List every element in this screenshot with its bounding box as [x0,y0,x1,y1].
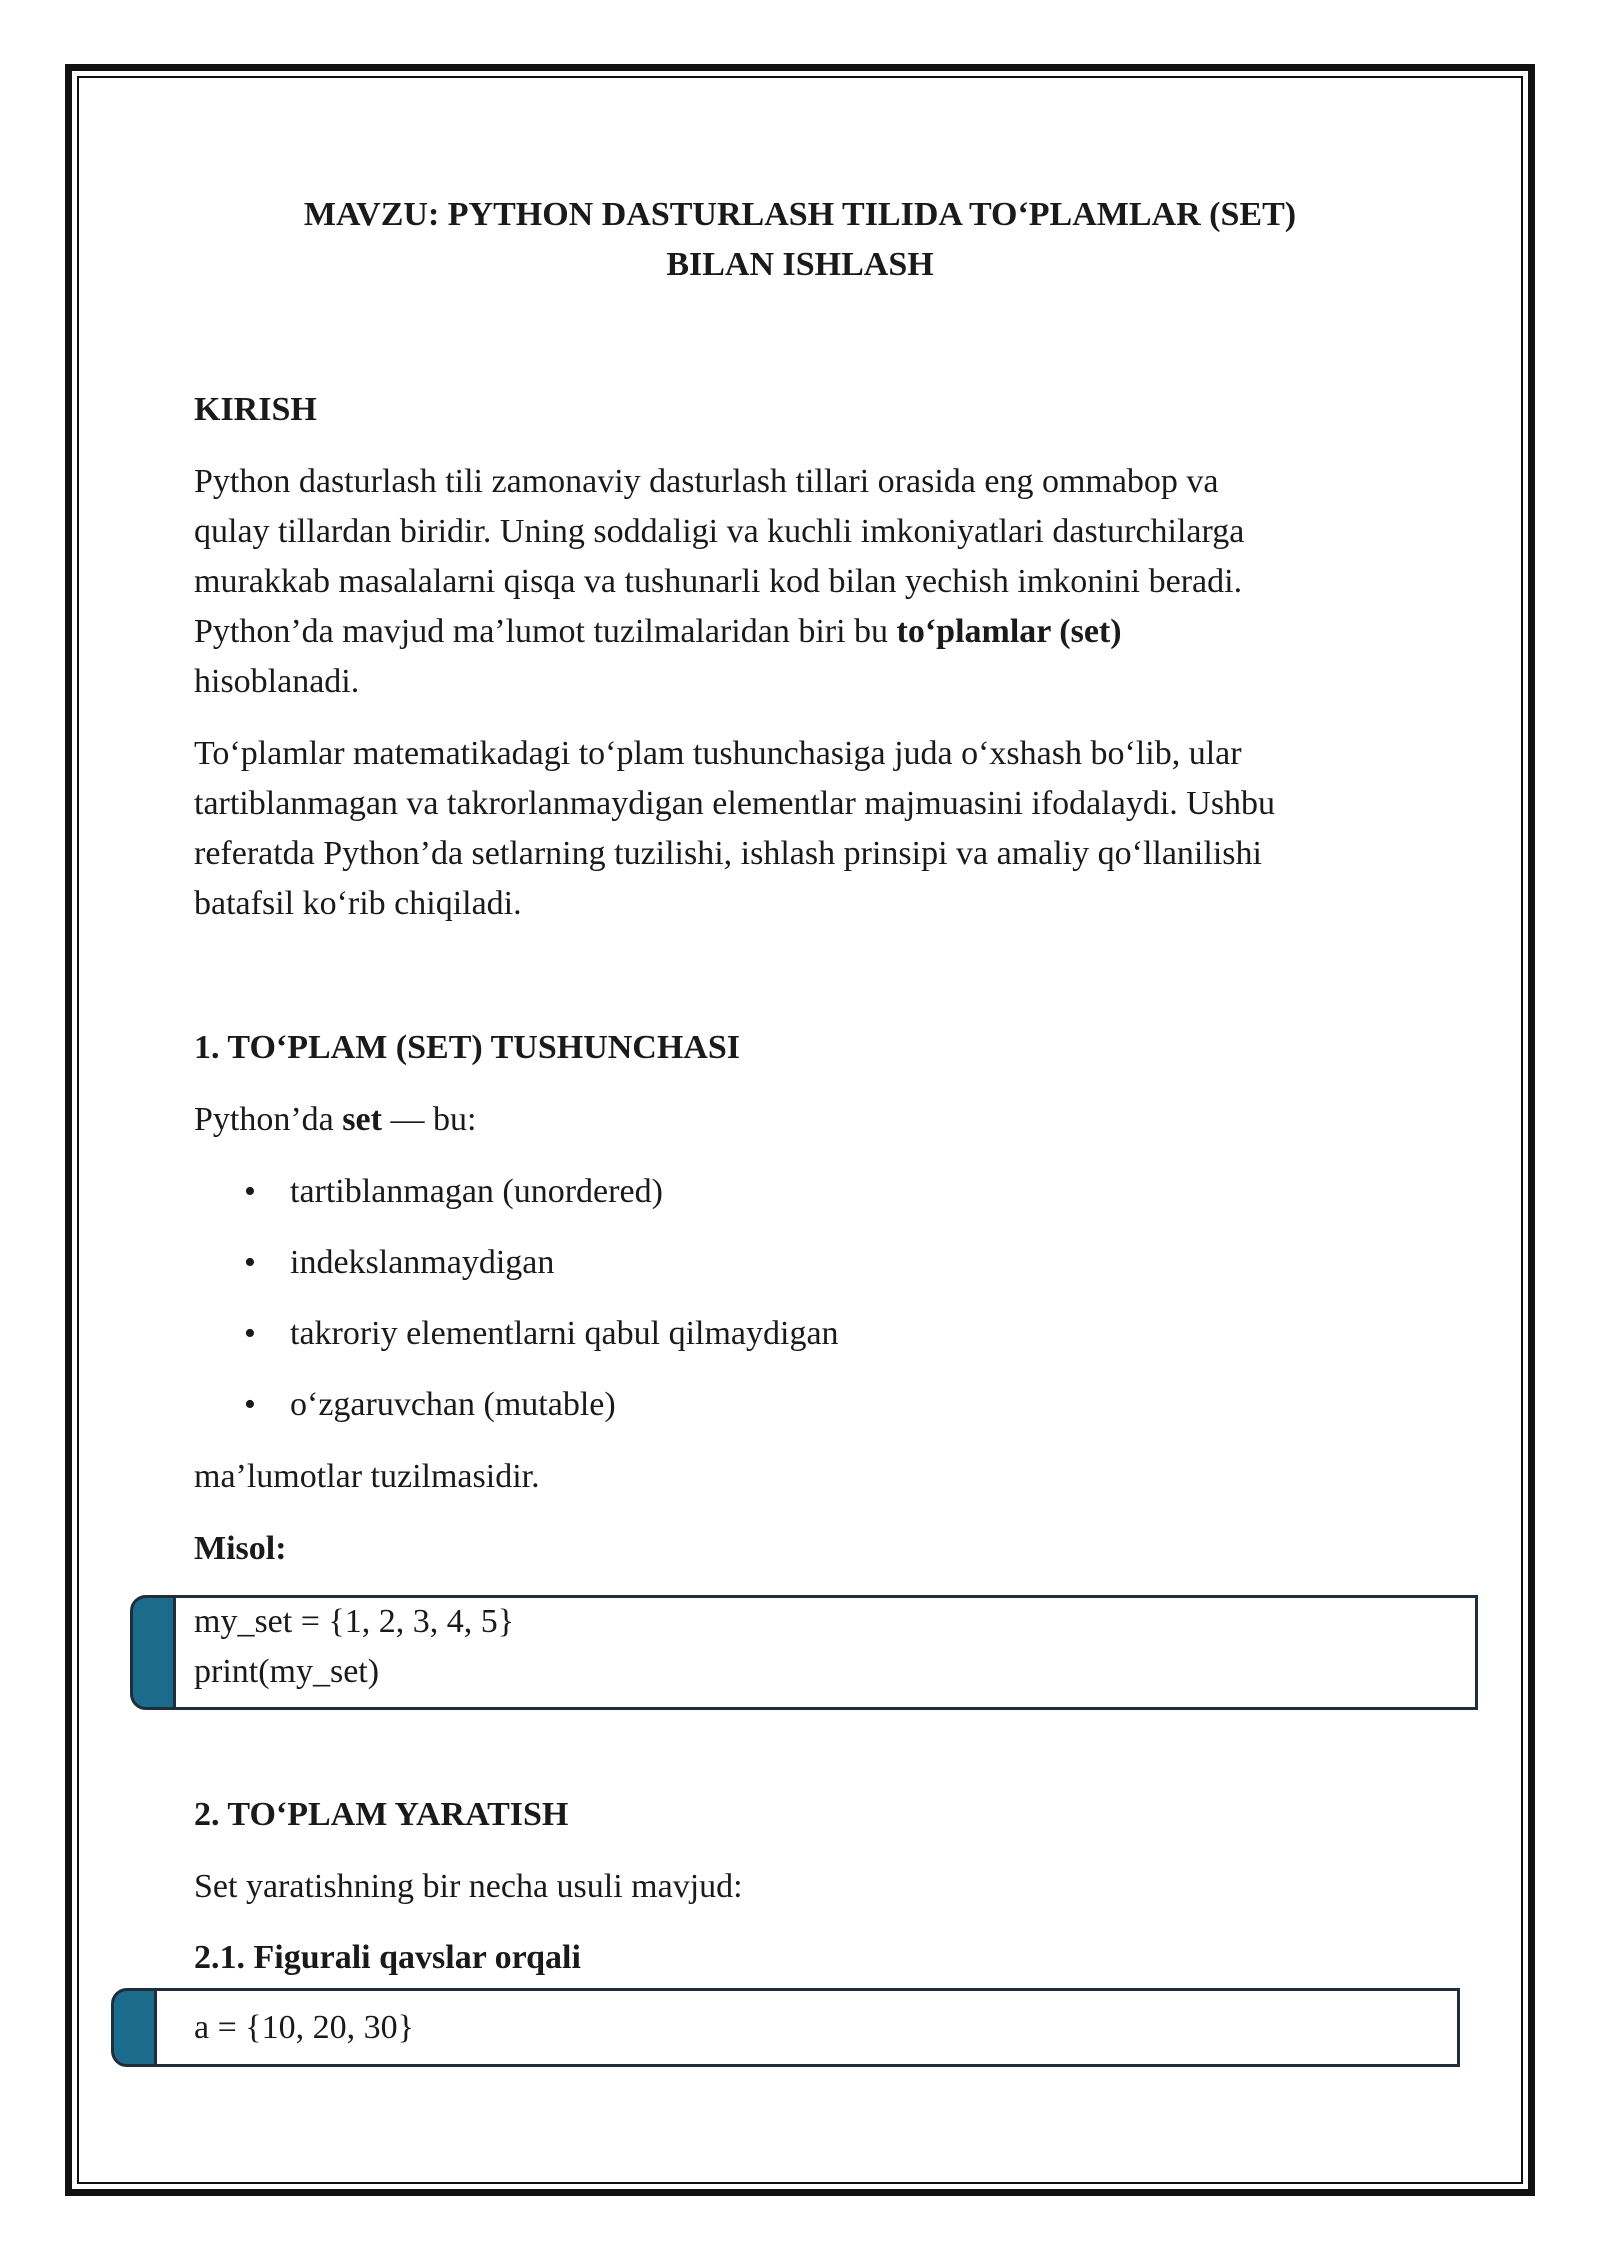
bullet-dot-icon: • [244,1315,256,1352]
intro-p2-line-3: referatda Python’da setlarning tuzilishi, ishlash prinsipi va amaliy qo‘llanilishi [194,835,1262,872]
bullet-dot-icon: • [244,1386,256,1423]
section-2-lead: Set yaratishning bir necha usuli mavjud: [194,1868,743,1905]
title-line-1: MAVZU: PYTHON DASTURLASH TILIDA TO‘PLAMLAR (SET) [303,196,1297,233]
intro-heading: KIRISH [194,391,317,428]
intro-p1-line-4-text: Python’da mavjud ma’lumot tuzilmalaridan biri bu [194,613,897,650]
bullet-text: o‘zgaruvchan (mutable) [290,1386,616,1423]
bullet-text: indekslanmaydigan [290,1244,555,1281]
intro-p1-line-2: qulay tillardan biridir. Uning soddaligi va kuchli imkoniyatlari dasturchilarga [194,513,1245,550]
title-line-2: BILAN ISHLASH [666,246,934,283]
code-block-2-tab [111,1988,157,2067]
code-line: my_set = {1, 2, 3, 4, 5} [194,1603,515,1640]
intro-p2-line-2: tartiblanmagan va takrorlanmaydigan elementlar majmuasini ifodalaydi. Ushbu [194,785,1276,822]
intro-paragraph-1 [194,457,1394,707]
intro-p1-line-5: hisoblanadi. [194,663,360,700]
example-label: Misol: [194,1530,287,1567]
intro-paragraph-2 [194,729,1394,929]
section-1-lead-bold: set [342,1101,382,1138]
bullet-text: tartiblanmagan (unordered) [290,1173,663,1210]
code-line: a = {10, 20, 30} [194,2009,414,2046]
section-1-lead-before: Python’da [194,1101,343,1138]
bullet-text: takroriy elementlarni qabul qilmaydigan [290,1315,839,1352]
section-1-trail: ma’lumotlar tuzilmasidir. [194,1458,540,1495]
intro-p1-line-1: Python dasturlash tili zamonaviy dasturlash tillari orasida eng ommabop va [194,463,1219,500]
code-line: print(my_set) [194,1653,380,1690]
intro-p1-line-3: murakkab masalalarni qisqa va tushunarli kod bilan yechish imkonini beradi. [194,563,1243,600]
section-2-heading: 2. TO‘PLAM YARATISH [194,1796,569,1833]
section-1-lead [194,1095,1394,1145]
intro-p1-line-4 [194,607,1394,657]
intro-p2-line-1: To‘plamlar matematikadagi to‘plam tushunchasiga juda o‘xshash bo‘lib, ular [194,735,1242,772]
intro-p1-bold-term: to‘plamlar (set) [896,613,1122,650]
code-block-1-tab [130,1595,176,1710]
section-1-lead-after: — bu: [381,1101,477,1138]
section-1-heading: 1. TO‘PLAM (SET) TUSHUNCHASI [194,1029,740,1066]
document-title [194,190,1406,290]
bullet-dot-icon: • [244,1244,256,1281]
subsection-2-1-heading: 2.1. Figurali qavslar orqali [194,1939,581,1976]
intro-p2-line-4: batafsil ko‘rib chiqiladi. [194,885,522,922]
bullet-dot-icon: • [244,1173,256,1210]
